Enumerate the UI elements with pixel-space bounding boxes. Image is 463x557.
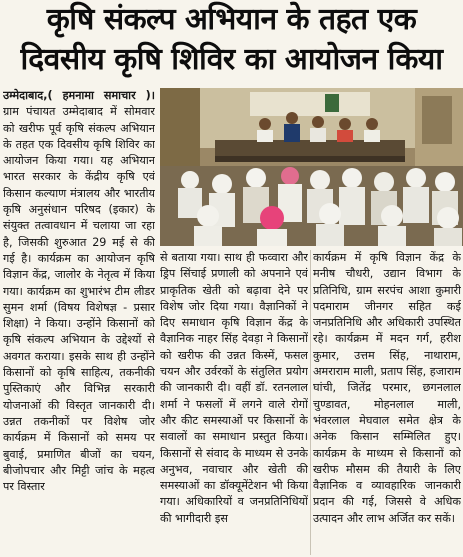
article-column-1 bbox=[3, 88, 155, 556]
column-divider bbox=[310, 250, 311, 555]
headline-line-2: दिवसीय कृषि शिविर का आयोजन किया bbox=[20, 42, 443, 77]
dateline: उम्मेदाबाद,( हमनामा समाचार )। bbox=[3, 89, 155, 102]
article-column-2: से बताया गया। साथ ही फव्वारा और ड्रिप सिंचाई प्रणाली को अपनाने एवं प्राकृतिक खेती को बढ़ावा देने पर विशेष जोर दिया गया। वैज्ञानिकों ने दिए समाधान कृषि विज्ञान केंद्र के वैज्ञानिक नाहर सिंह देवड़ा ने किसानों को खरीफ की उन्नत किस्में, फसल चयन और उर्वरकों के संतुलित प्रयोग की जानकारी दी। वहीं डॉ. रतनलाल शर्मा ने फसलों में लगने वाले रोगों और कीट समस्याओं पर किसानों के सवालों का समाधान प्रस्तुत किया। किसानों से संवाद के माध्यम से उनके अनुभव, नवाचार और खेती की समस्याओं का डॉक्यूमेंटेशन भी किया गया। अधिकारियों व जनप्रतिनिधियों की भागीदारी इस bbox=[160, 251, 308, 525]
photo-illustration bbox=[160, 88, 463, 246]
article-column-1-text: ग्राम पंचायत उम्मेदाबाद में सोमवार को खरीफ पूर्व कृषि संकल्प अभियान के तहत एक दिवसीय कृषि शिविर का आयोजन किया गया। यह अभियान भारत सरकार के केंद्रीय कृषि एवं किसान कल्याण मंत्रालय और भारतीय कृषि अनुसंधान परिषद (इकार) के संयुक्त तत्वावधान में चलाया जा रहा है, जिसकी शुरुआत 29 मई से की गई है। कार्यक्रम का आयोजन कृषि विज्ञान केंद्र, जालोर के नेतृत्व में किया गया। कार्यक्रम का शुभारंभ टीम लीडर सुमन शर्मा (विषय विशेषज्ञ - प्रसार शिक्षा) ने किया। उन्होंने किसानों को कृषि संकल्प अभियान के उद्देश्यों से अवगत कराया। इसके साथ ही उन्होंने किसानों को कृषि साहित्य, तकनीकी पुस्तिकाएं और विभिन्न सरकारी योजनाओं की विस्तृत जानकारी दी। उन्नत तकनीकों पर विशेष जोर कार्यक्रम में किसानों को समय पर बुवाई, प्रमाणित बीजों का चयन, बीजोपचार और मिट्टी जांच के महत्व पर विस्तार bbox=[3, 105, 155, 494]
article-column-3: कार्यक्रम में कृषि विज्ञान केंद्र के मनीष चौधरी, उद्यान विभाग के प्रतिनिधि, ग्राम सरपंच आशा कुमारी पदमाराम जीनगर सहित कई जनप्रतिनिधि और अधिकारी उपस्थित रहे। कार्यक्रम में मदन गर्ग, हरीश कुमार, उत्तम सिंह, नाथाराम, अमराराम माली, प्रताप सिंह, हजाराम घांची, जितेंद्र परमार, छगनलाल चुण्डावत, मोहनलाल माली, भंवरलाल मेघवाल समेत क्षेत्र के अनेक किसान सम्मिलित हुए। कार्यक्रम के माध्यम से किसानों को खरीफ मौसम की तैयारी के लिए वैज्ञानिक व व्यावहारिक जानकारी प्रदान की गई, जिससे वे अधिक उत्पादन और लाभ अर्जित कर सकें। bbox=[313, 251, 461, 525]
headline-line-1: कृषि संकल्प अभियान के तहत एक bbox=[46, 2, 417, 37]
headline bbox=[0, 0, 463, 84]
farmers-meeting-photo bbox=[160, 88, 463, 246]
